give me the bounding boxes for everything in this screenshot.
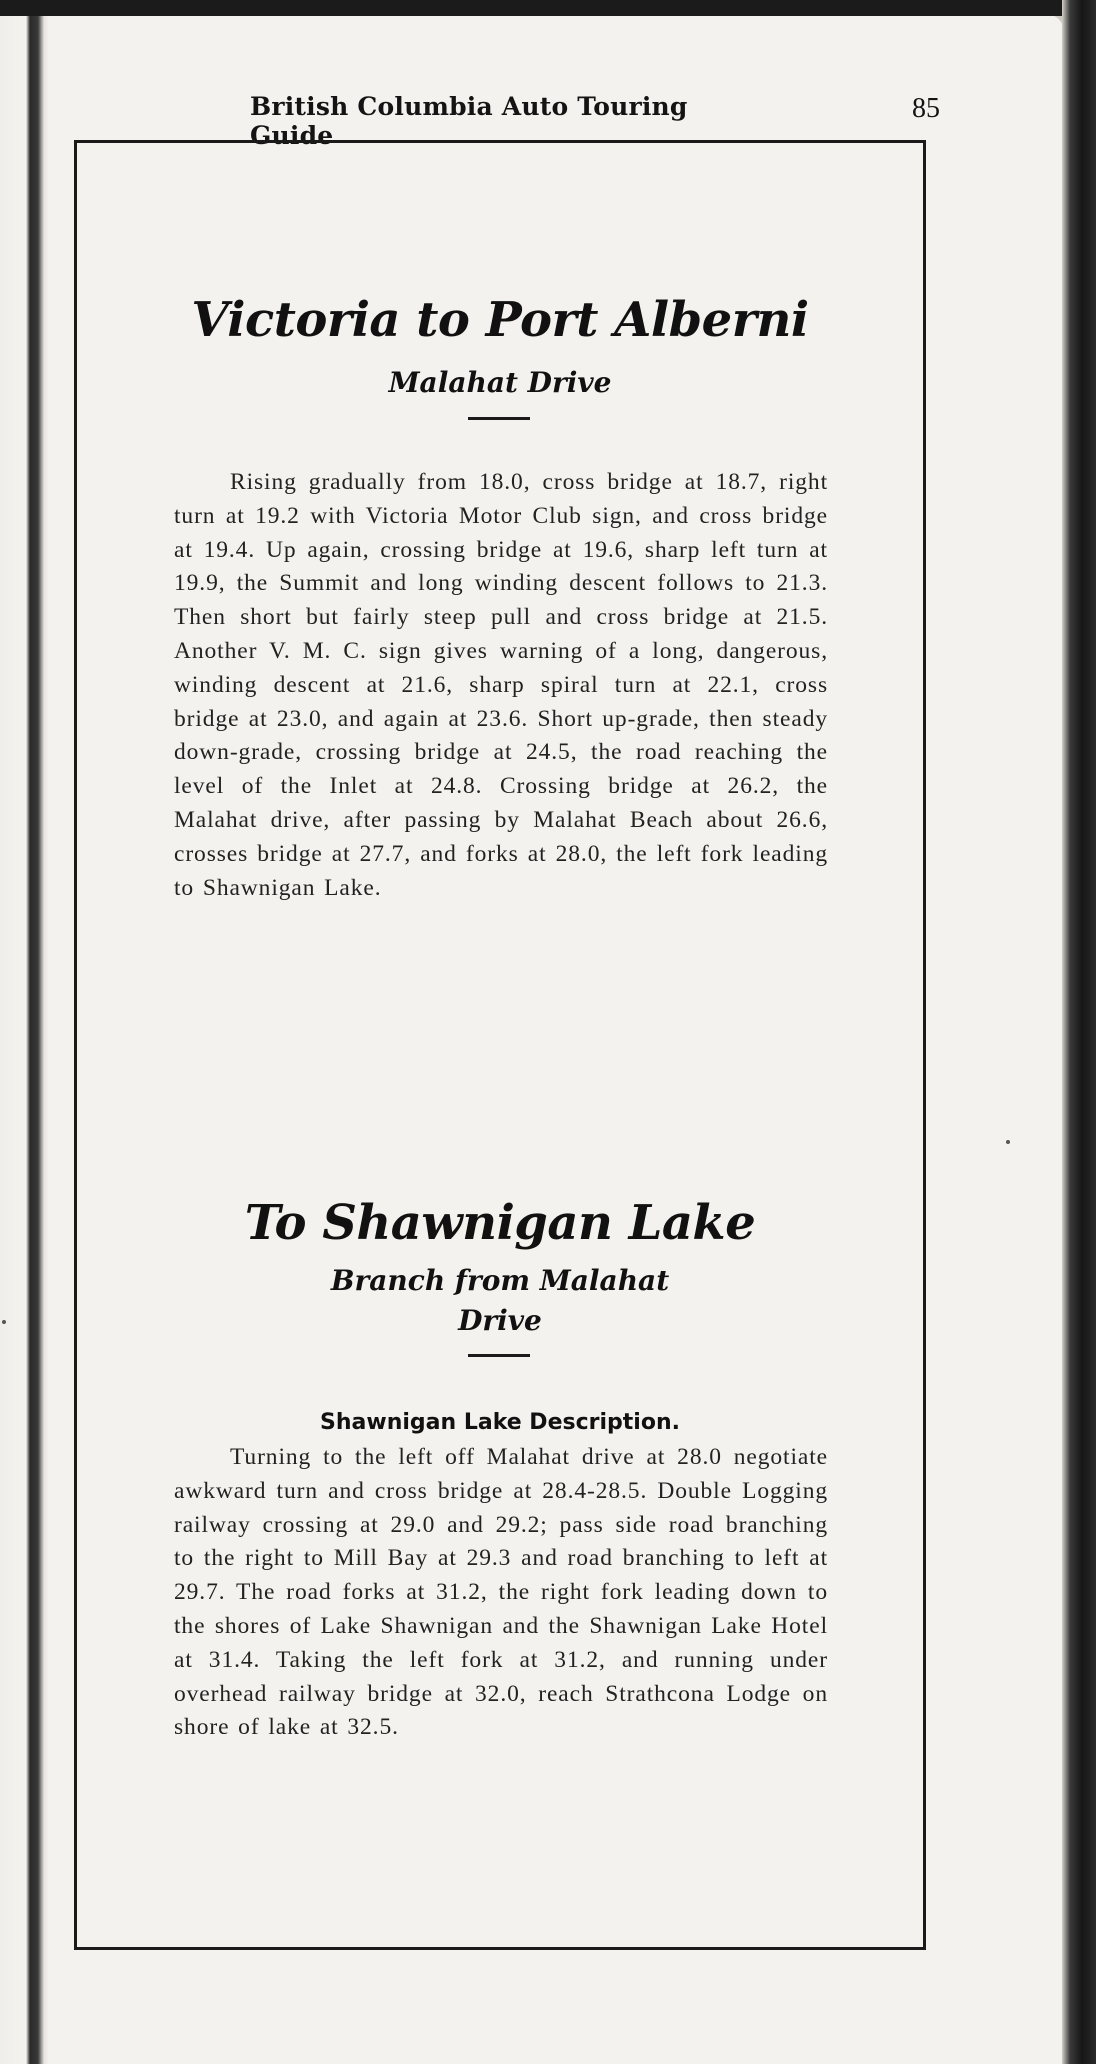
section-subtitle-branch-line1: Branch from Malahat [330,1264,670,1297]
scan-speck [1006,1140,1010,1144]
shawnigan-description-heading: Shawnigan Lake Description. [320,1410,680,1435]
scan-speck [2,1320,6,1324]
section-paragraph-malahat: Rising gradually from 18.0, cross bridge at 18.7, right turn at 19.2 with Victoria Motor Club sign, and cross bridge at 19.4. Up again, crossing bridge at 19.6, sharp left turn at 19.9, the Summit and long winding descent follows to 21.3. Then short but fairly steep pull and cross bridge at 21.5. Another V. M. C. sign gives warning of a long, dangerous, winding descent at 21.6, sharp spiral turn at 22.1, cross bridge at 23.0, and again at 23.6. Short up-grade, then steady down-grade, crossing bridge at 24.5, the road reaching the level of the Inlet at 24.8. Crossing bridge at 26.2, the Malahat drive, after passing by Malahat Beach about 26.6, crosses bridge at 27.7, and forks at 28.0, the left fork leading to Shawnigan Lake. [174,469,828,901]
book-spine [0,0,48,2064]
scan-top-edge [0,0,1096,16]
section-divider-rule [468,417,530,420]
section-paragraph-shawnigan: Turning to the left off Malahat drive at 28.0 negotiate awkward turn and cross bridge at 28.4-28.5. Double Logging railway crossing at 29.0 and 29.2; pass side road branching to the right to Mill Bay at 29.3 and road branching to left at 29.7. The road forks at 31.2, the right fork leading down to the shores of Lake Shawnigan and the Shawnigan Lake Hotel at 31.4. Taking the left fork at 31.2, and running under overhead railway bridge at 32.0, reach Strathcona Lodge on shore of lake at 32.5. [174,1444,828,1741]
running-header-title: British Columbia Auto Touring Guide [250,92,688,150]
section-title-victoria-port-alberni: Victoria to Port Alberni [191,292,809,348]
section-title-shawnigan-lake: To Shawnigan Lake [244,1195,756,1251]
section-subtitle-malahat-drive: Malahat Drive [388,366,612,399]
section-subtitle-branch-line2: Drive [458,1304,542,1337]
page-number: 85 [912,93,940,124]
section-divider-rule [468,1354,530,1357]
page-fore-edge [1062,0,1096,2064]
